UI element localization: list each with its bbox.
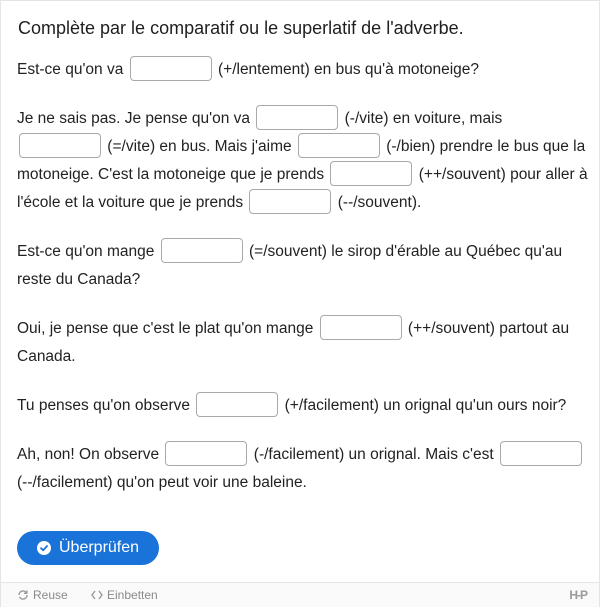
answer-input[interactable] — [130, 56, 212, 81]
question-text: (-/vite) en voiture, mais — [340, 110, 503, 127]
question-text: (+/facilement) un orignal qu'un ours noir? — [280, 397, 567, 414]
question-paragraph — [17, 392, 589, 420]
question-text: Est-ce qu'on va — [17, 61, 128, 78]
question-text: (-/bien) prendre le bus que la motoneige. C'est la motoneige que je prends — [17, 138, 586, 183]
reuse-label: Reuse — [33, 588, 68, 602]
question-text: (++/souvent) partout au Canada. — [17, 320, 570, 365]
answer-input[interactable] — [320, 315, 402, 340]
reuse-icon — [17, 589, 29, 601]
answer-input[interactable] — [249, 189, 331, 214]
footer-bar — [1, 582, 599, 607]
question-text: (=/vite) en bus. Mais j'aime — [103, 138, 296, 155]
h5p-logo: H-P — [569, 588, 587, 602]
embed-button[interactable] — [91, 588, 158, 602]
question-text: (++/souvent) pour aller à l'école et la voiture que je prends — [17, 166, 588, 211]
check-button[interactable] — [17, 531, 159, 565]
question-text: Est-ce qu'on mange — [17, 243, 159, 260]
question-paragraph — [17, 315, 589, 371]
question-paragraph — [17, 441, 589, 497]
answer-input[interactable] — [19, 133, 101, 158]
code-icon — [91, 590, 103, 600]
reuse-button[interactable] — [17, 588, 68, 602]
question-text: Tu penses qu'on observe — [17, 397, 195, 414]
question-text: Ah, non! On observe — [17, 446, 164, 463]
answer-input[interactable] — [330, 161, 412, 186]
question-text: (--/souvent). — [333, 194, 422, 211]
question-paragraph — [17, 56, 589, 84]
exercise-text — [17, 56, 589, 518]
question-text: (--/facilement) qu'on peut voir une baleine. — [17, 474, 307, 491]
answer-input[interactable] — [500, 441, 582, 466]
check-circle-icon — [37, 541, 51, 555]
question-paragraph — [17, 238, 589, 294]
answer-input[interactable] — [196, 392, 278, 417]
answer-input[interactable] — [165, 441, 247, 466]
question-text: Je ne sais pas. Je pense qu'on va — [17, 110, 255, 127]
question-text: (+/lentement) en bus qu'à motoneige? — [213, 61, 480, 78]
question-paragraph — [17, 105, 589, 217]
task-title: Complète par le comparatif ou le superlatif de l'adverbe. — [18, 18, 464, 38]
question-text: (=/souvent) le sirop d'érable au Québec qu'au reste du Canada? — [17, 243, 563, 288]
check-button-label: Überprüfen — [59, 539, 140, 556]
answer-input[interactable] — [161, 238, 243, 263]
answer-input[interactable] — [298, 133, 380, 158]
answer-input[interactable] — [256, 105, 338, 130]
question-text: (-/facilement) un orignal. Mais c'est — [249, 446, 498, 463]
embed-label: Einbetten — [107, 588, 158, 602]
question-text: Oui, je pense que c'est le plat qu'on mange — [17, 320, 318, 337]
